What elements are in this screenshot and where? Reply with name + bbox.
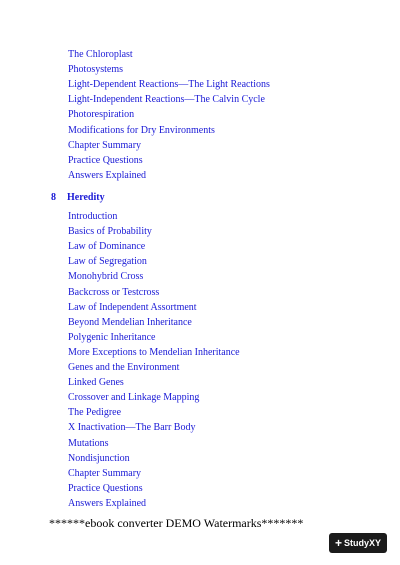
toc-link[interactable]: Mutations (68, 437, 109, 449)
chapter-title-heredity[interactable]: Heredity (67, 192, 105, 203)
toc-link[interactable]: Crossover and Linkage Mapping (68, 392, 200, 404)
toc-link[interactable]: Law of Segregation (68, 256, 147, 268)
toc-link[interactable]: Practice Questions (68, 154, 143, 166)
toc-link[interactable]: Nondisjunction (68, 452, 130, 464)
toc-link[interactable]: Light-Dependent Reactions—The Light Reactions (68, 79, 270, 91)
toc-link[interactable]: Practice Questions (68, 482, 143, 494)
toc-link[interactable]: Beyond Mendelian Inheritance (68, 316, 192, 328)
toc-link[interactable]: Linked Genes (68, 377, 124, 389)
toc-link[interactable]: Polygenic Inheritance (68, 331, 156, 343)
toc-link[interactable]: The Pedigree (68, 407, 122, 419)
chapter-number: 8 (51, 192, 56, 203)
toc-link[interactable]: The Chloroplast (68, 49, 133, 60)
toc-link[interactable]: Modifications for Dry Environments (68, 124, 215, 136)
toc-link[interactable]: Answers Explained (68, 497, 147, 509)
watermark-text: ******ebook converter DEMO Watermarks******* (49, 516, 304, 530)
toc-link[interactable]: Photosystems (68, 64, 124, 76)
toc-link[interactable]: Photorespiration (68, 109, 135, 121)
plus-icon: + (334, 536, 342, 550)
toc-link[interactable]: Monohybrid Cross (68, 271, 144, 283)
toc-link[interactable]: X Inactivation—The Barr Body (68, 422, 196, 434)
toc-link[interactable]: Genes and the Environment (68, 362, 180, 373)
toc-link[interactable]: Backcross or Testcross (68, 286, 160, 298)
toc-link[interactable]: More Exceptions to Mendelian Inheritance (68, 346, 240, 358)
toc-link[interactable]: Law of Dominance (68, 241, 146, 253)
toc-link[interactable]: Answers Explained (68, 169, 147, 181)
toc-link[interactable]: Introduction (68, 211, 118, 222)
toc-link[interactable]: Light-Independent Reactions—The Calvin Cycle (68, 94, 265, 106)
toc-link[interactable]: Basics of Probability (68, 226, 152, 238)
toc-link[interactable]: Chapter Summary (68, 139, 142, 151)
toc-link[interactable]: Chapter Summary (68, 467, 142, 479)
badge-label: StudyXY (344, 538, 382, 548)
toc-link[interactable]: Law of Independent Assortment (68, 301, 197, 313)
studyxy-badge[interactable] (329, 533, 387, 553)
